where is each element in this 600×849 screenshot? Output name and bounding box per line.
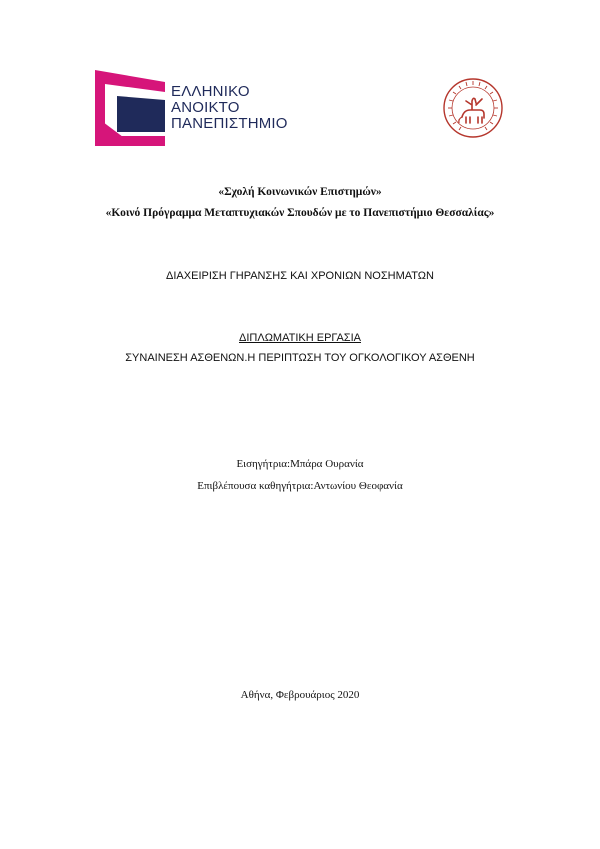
program-name: «Κοινό Πρόγραμμα Μεταπτυχιακών Σπουδών με το Πανεπιστήμιο Θεσσαλίας»	[105, 207, 495, 219]
thesis-type-label: ΔΙΠΛΩΜΑΤΙΚΗ ΕΡΓΑΣΙΑ	[239, 332, 361, 344]
eap-logo-line-1: ΕΛΛΗΝΙΚΟ	[171, 83, 250, 100]
school-name: «Σχολή Κοινωνικών Επιστημών»	[218, 186, 382, 198]
thesis-type	[0, 332, 600, 344]
hellenic-open-university-logo	[95, 70, 305, 146]
thesis-title: ΣΥΝΑΙΝΕΣΗ ΑΣΘΕΝΩΝ.Η ΠΕΡΙΠΤΩΣΗ ΤΟΥ ΟΓΚΟΛΟΓΙΚΟΥ ΑΣΘΕΝΗ	[125, 352, 475, 364]
student-name: Εισηγήτρια:Μπάρα Ουρανία	[236, 458, 364, 470]
supervisor-name: Επιβλέπουσα καθηγήτρια:Αντωνίου Θεοφανία	[197, 480, 403, 492]
course-title: ΔΙΑΧΕΙΡΙΣΗ ΓΗΡΑΝΣΗΣ ΚΑΙ ΧΡΟΝΙΩΝ ΝΟΣΗΜΑΤΩΝ	[166, 270, 434, 282]
eap-logo-line-3: ΠΑΝΕΠΙΣΤΗΜΙΟ	[171, 115, 288, 132]
university-seal-icon	[442, 77, 504, 139]
eap-logo-line-2: ΑΝΟΙΚΤΟ	[171, 99, 240, 116]
eap-logo-text	[171, 84, 288, 132]
eap-logo-mark-icon	[95, 70, 165, 146]
place-date: Αθήνα, Φεβρουάριος 2020	[240, 689, 360, 701]
